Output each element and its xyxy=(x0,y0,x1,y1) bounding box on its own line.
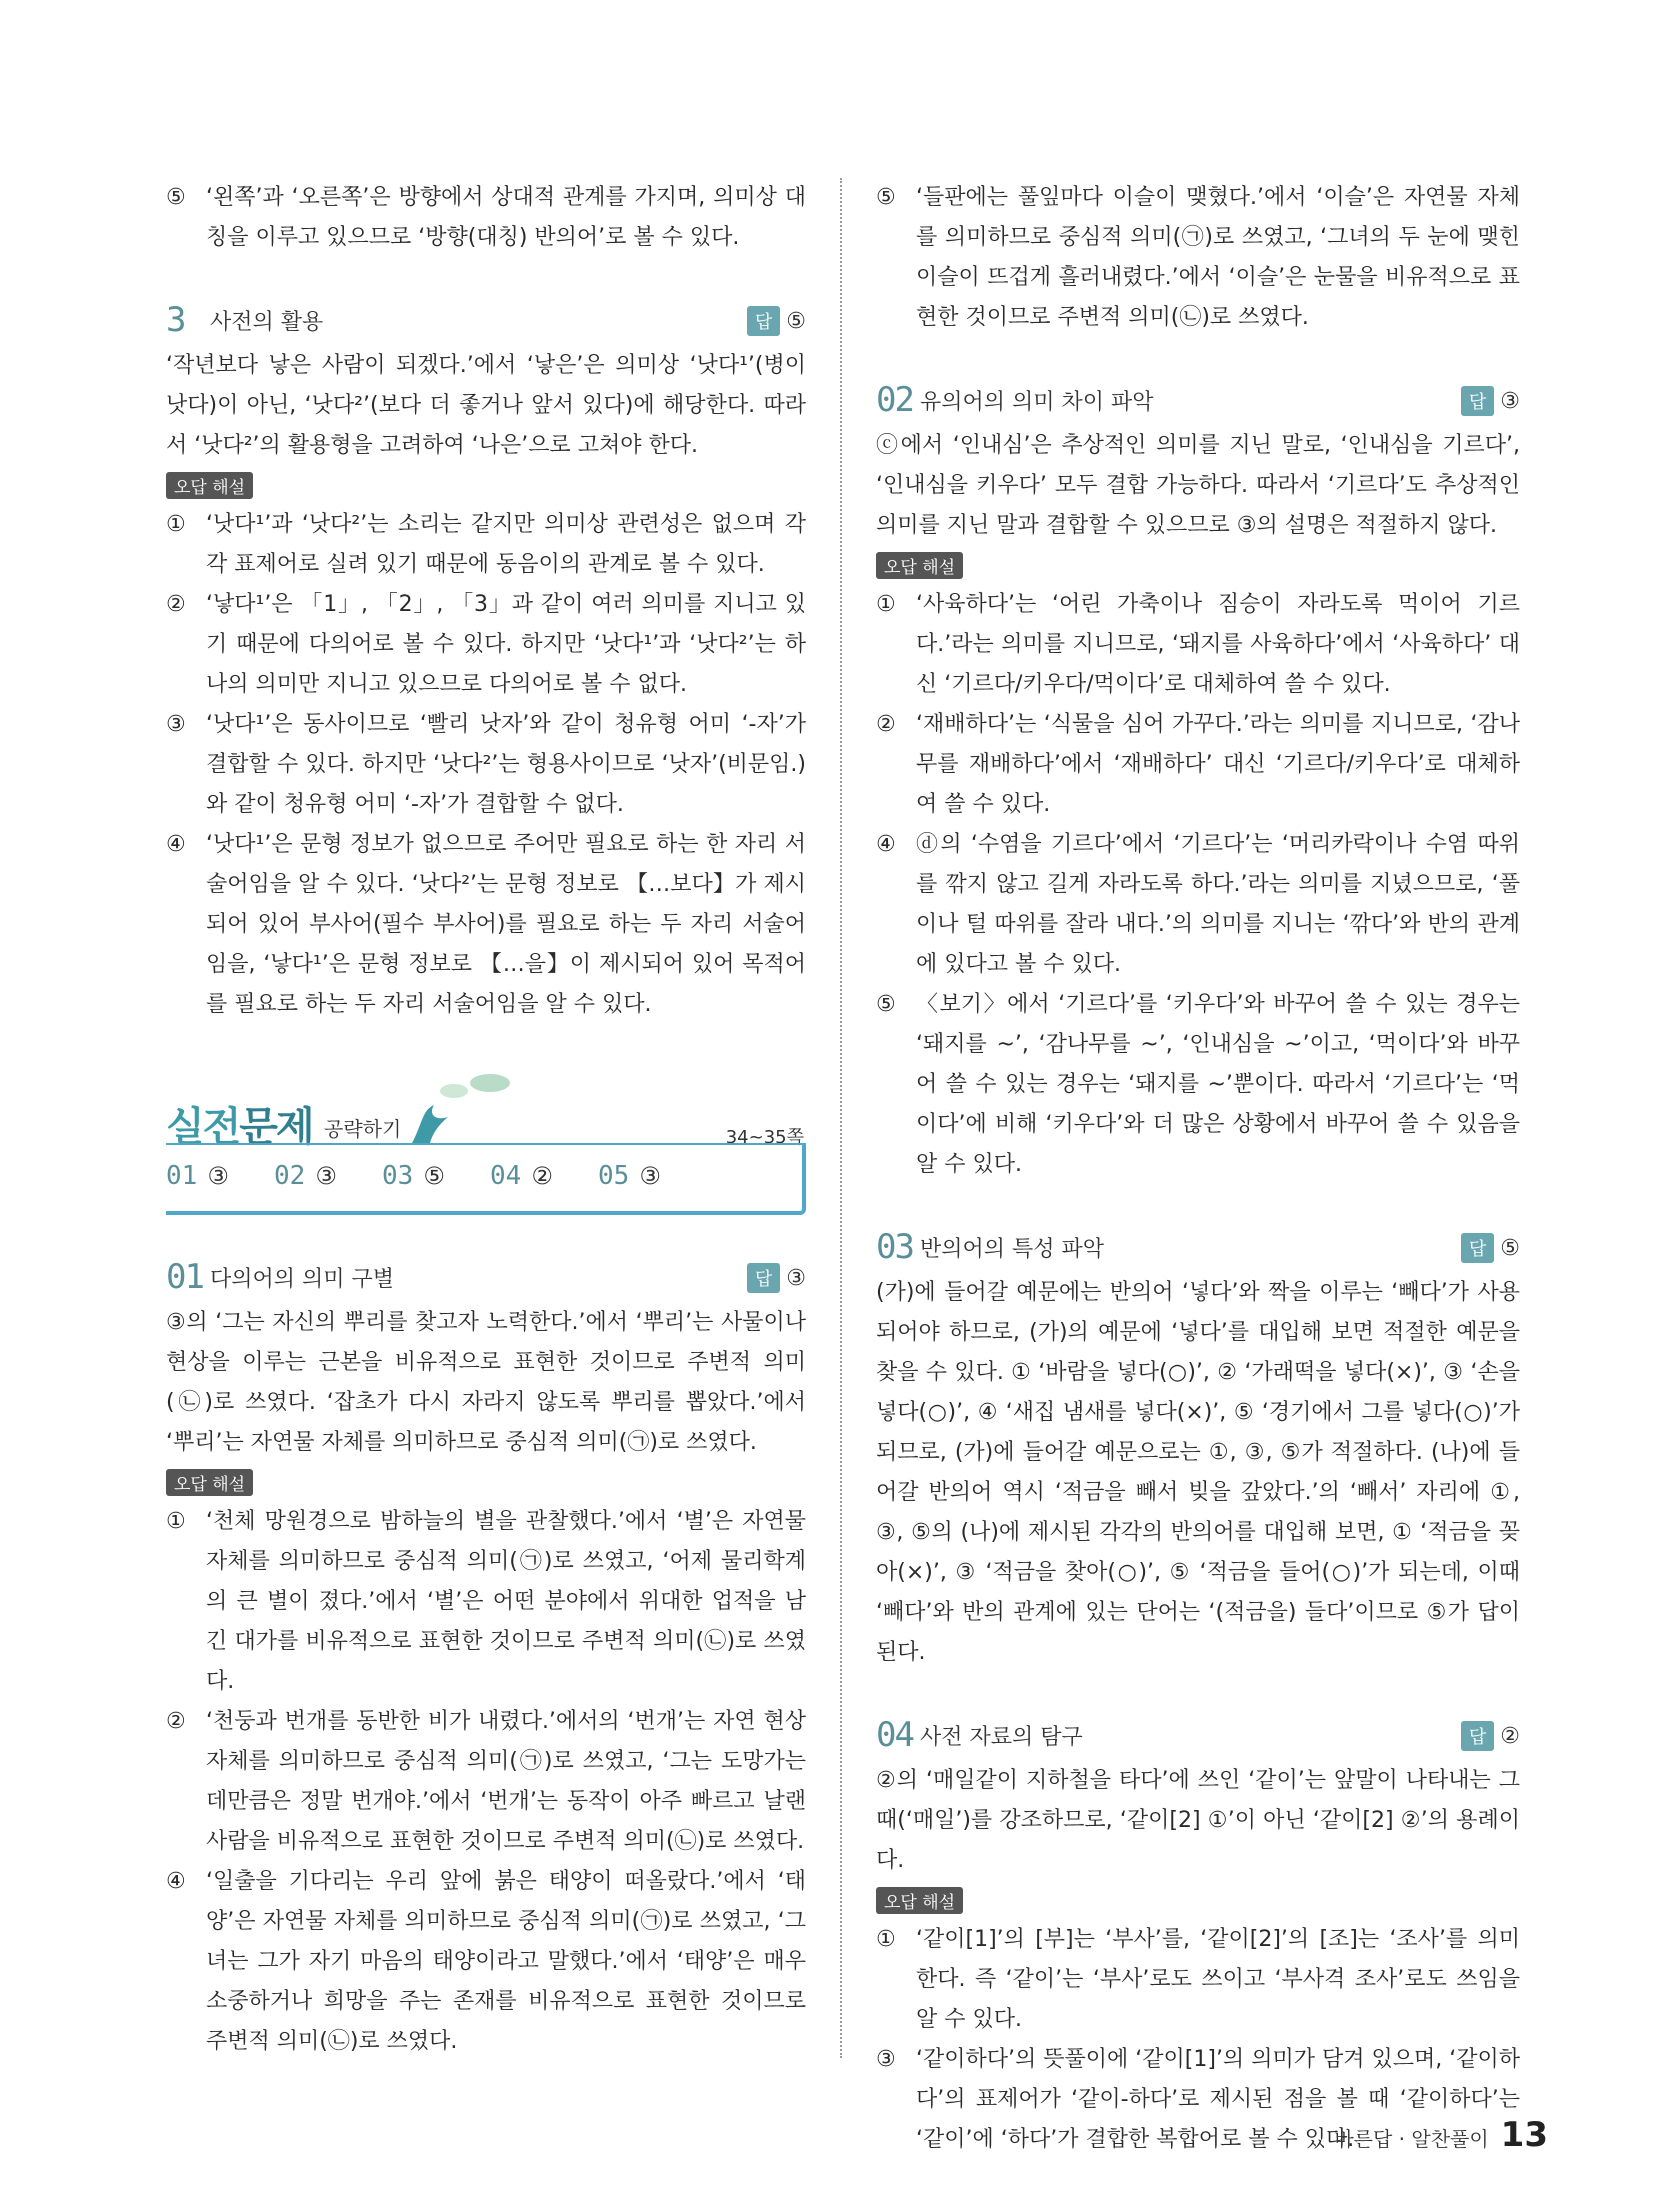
item-text: ⓓ의 ‘수염을 기르다’에서 ‘기르다’는 ‘머리카락이나 수염 따위를 깎지 않고 길게 자라도록 하다.’라는 의미를 지녔으므로, ‘풀이나 털 따위를 잘라 내다.’의 의미를 지니는 ‘깎다’와 반의 관계에 있다고 볼 수 있다. xyxy=(916,832,1520,977)
item-text: ‘같이하다’의 뜻풀이에 ‘같이[1]’의 의미가 담겨 있으며, ‘같이하다’의 표제어가 ‘같이-하다’로 제시된 점을 볼 때 ‘같이하다’는 ‘같이’에 ‘하다’가 결합한 복합어로 볼 수 있다. xyxy=(916,2047,1520,2152)
item-marker: ② xyxy=(166,1709,186,1734)
practice-answer-list xyxy=(166,1161,706,1191)
practice-answer-value: ③ xyxy=(315,1162,337,1190)
answer-badge xyxy=(1461,386,1520,416)
answer-value: ③ xyxy=(1500,388,1520,414)
section-header xyxy=(166,1255,806,1299)
answer-label: 답 xyxy=(1461,1233,1494,1263)
list-item xyxy=(166,1702,806,1862)
wrong-answer-label: 오답 해설 xyxy=(876,552,963,579)
explanation-text: ‘작년보다 낳은 사람이 되겠다.’에서 ‘낳은’은 의미상 ‘낫다¹’(병이 낫다)이 아닌, ‘낫다²’(보다 더 좋거나 앞서 있다)에 해당한다. 따라서 ‘낫다²’의 활용형을 고려하여 ‘나은’으로 고쳐야 한다. xyxy=(166,353,806,458)
answer-value: ⑤ xyxy=(1500,1235,1520,1261)
section-header xyxy=(876,1225,1520,1269)
practice-answer-number: 05 xyxy=(598,1161,630,1191)
item-marker: ⑤ xyxy=(876,992,896,1017)
list-item xyxy=(166,585,806,705)
item-text: ‘들판에는 풀잎마다 이슬이 맺혔다.’에서 ‘이슬’은 자연물 자체를 의미하므로 중심적 의미(㉠)로 쓰였고, ‘그녀의 두 눈에 맺힌 이슬이 뜨겁게 흘러내렸다.’에서 ‘이슬’은 눈물을 비유적으로 표현한 것이므로 주변적 의미(㉡)로 쓰였다. xyxy=(916,185,1520,330)
practice-subtitle: 공략하기 xyxy=(324,1117,402,1141)
practice-answer-value: ③ xyxy=(639,1162,661,1190)
section-title: 사전의 활용 xyxy=(210,309,324,335)
section-title: 유의어의 의미 차이 파악 xyxy=(920,389,1154,415)
answer-label: 답 xyxy=(747,306,780,336)
section-header xyxy=(166,298,806,342)
page-footer xyxy=(1334,2115,1548,2155)
list-item xyxy=(166,178,806,258)
item-list xyxy=(876,585,1520,1185)
answer-value: ⑤ xyxy=(786,308,806,334)
practice-pages: 34~35쪽 xyxy=(725,1127,804,1148)
item-marker: ③ xyxy=(876,2047,896,2072)
footer-label: 바른답 · 알찬풀이 xyxy=(1334,2127,1489,2151)
section-number: 04 xyxy=(876,1715,913,1755)
item-marker: ⑤ xyxy=(166,185,186,210)
section-number: 03 xyxy=(876,1227,913,1267)
wrong-answer-label: 오답 해설 xyxy=(876,1887,963,1914)
answer-badge xyxy=(747,306,806,336)
column-divider xyxy=(840,178,842,2058)
practice-answer-number: 04 xyxy=(490,1161,522,1191)
practice-title-b: 문제 xyxy=(239,1104,313,1150)
item-marker: ④ xyxy=(166,1869,186,1894)
practice-title-a: 실전 xyxy=(166,1104,240,1150)
practice-answer-value: ⑤ xyxy=(423,1162,445,1190)
list-item xyxy=(876,1920,1520,2040)
item-text: ‘천체 망원경으로 밤하늘의 별을 관찰했다.’에서 ‘별’은 자연물 자체를 의미하므로 중심적 의미(㉠)로 쓰였고, ‘어제 물리학계의 큰 별이 졌다.’에서 ‘별’은 어떤 분야에서 위대한 업적을 남긴 대가를 비유적으로 표현한 것이므로 주변적 의미(㉡)로 쓰였다. xyxy=(206,1509,806,1694)
item-text: 〈보기〉에서 ‘기르다’를 ‘키우다’와 바꾸어 쓸 수 있는 경우는 ‘돼지를 ~’, ‘감나무를 ~’, ‘인내심을 ~’이고, ‘먹이다’와 바꾸어 쓸 수 있는 경우는 ‘돼지를 ~’뿐이다. 따라서 ‘기르다’는 ‘먹이다’에 비해 ‘키우다’와 더 많은 상황에서 바꾸어 쓸 수 있음을 알 수 있다. xyxy=(916,992,1520,1177)
item-marker: ① xyxy=(876,592,896,617)
section-number: 3 xyxy=(166,300,185,340)
answer-badge xyxy=(1461,1233,1520,1263)
section-title: 반의어의 특성 파악 xyxy=(920,1236,1105,1262)
answer-label: 답 xyxy=(1461,1721,1494,1751)
practice-answer-number: 02 xyxy=(274,1161,306,1191)
item-marker: ① xyxy=(166,512,186,537)
list-item xyxy=(876,178,1520,338)
practice-answer xyxy=(166,1161,274,1191)
practice-answer xyxy=(382,1161,490,1191)
practice-answer-value: ③ xyxy=(207,1162,229,1190)
answer-badge xyxy=(1461,1721,1520,1751)
item-text: ‘일출을 기다리는 우리 앞에 붉은 태양이 떠올랐다.’에서 ‘태양’은 자연물 자체를 의미하므로 중심적 의미(㉠)로 쓰였고, ‘그녀는 그가 자기 마음의 태양이라고 말했다.’에서 ‘태양’은 매우 소중하거나 희망을 주는 존재를 비유적으로 표현한 것이므로 주변적 의미(㉡)로 쓰였다. xyxy=(206,1869,806,2054)
answer-value: ③ xyxy=(786,1265,806,1291)
list-item xyxy=(166,1862,806,2062)
list-item xyxy=(876,825,1520,985)
practice-answer xyxy=(490,1161,598,1191)
item-marker: ④ xyxy=(876,832,896,857)
list-item xyxy=(876,705,1520,825)
item-marker: ② xyxy=(166,592,186,617)
list-item xyxy=(876,985,1520,1185)
item-text: ‘재배하다’는 ‘식물을 심어 가꾸다.’라는 의미를 지니므로, ‘감나무를 재배하다’에서 ‘재배하다’ 대신 ‘기르다/키우다’로 대체하여 쓸 수 있다. xyxy=(916,712,1520,817)
practice-answer-value: ② xyxy=(531,1162,553,1190)
explanation-text: ⓒ에서 ‘인내심’은 추상적인 의미를 지닌 말로, ‘인내심을 기르다’, ‘인내심을 키우다’ 모두 결합 가능하다. 따라서 ‘기르다’도 추상적인 의미를 지닌 말과 결합할 수 있으므로 ③의 설명은 적절하지 않다. xyxy=(876,433,1520,538)
item-text: ‘사육하다’는 ‘어린 가축이나 짐승이 자라도록 먹이어 기르다.’라는 의미를 지니므로, ‘돼지를 사육하다’에서 ‘사육하다’ 대신 ‘기르다/키우다/먹이다’로 대체하여 쓸 수 있다. xyxy=(916,592,1520,697)
wrong-answer-label: 오답 해설 xyxy=(166,472,253,499)
answer-value: ② xyxy=(1500,1723,1520,1749)
item-text: ‘낫다¹’과 ‘낫다²’는 소리는 같지만 의미상 관련성은 없으며 각각 표제어로 실려 있기 때문에 동음이의 관계로 볼 수 있다. xyxy=(206,512,806,577)
practice-answer xyxy=(598,1161,706,1191)
section-header xyxy=(876,378,1520,422)
list-item xyxy=(166,505,806,585)
item-marker: ② xyxy=(876,712,896,737)
item-marker: ① xyxy=(876,1927,896,1952)
list-item xyxy=(166,1502,806,1702)
item-text: ‘낳다¹’은 「1」, 「2」, 「3」과 같이 여러 의미를 지니고 있기 때문에 다의어로 볼 수 있다. 하지만 ‘낫다¹’과 ‘낫다²’는 하나의 의미만 지니고 있으므로 다의어로 볼 수 없다. xyxy=(206,592,806,697)
list-item xyxy=(166,705,806,825)
page-number: 13 xyxy=(1500,2115,1548,2155)
item-list xyxy=(166,1502,806,2062)
explanation-text: (가)에 들어갈 예문에는 반의어 ‘넣다’와 짝을 이루는 ‘빼다’가 사용되어야 하므로, (가)의 예문에 ‘넣다’를 대입해 보면 적절한 예문을 찾을 수 있다. ① ‘바람을 넣다(○)’, ② ‘가래떡을 넣다(×)’, ③ ‘손을 넣다(○)’, ④ ‘새집 냄새를 넣다(×)’, ⑤ ‘경기에서 그를 넣다(○)’가 되므로, (가)에 들어갈 예문으로는 ①, ③, ⑤가 적절하다. (나)에 들어갈 반의어 역시 ‘적금을 빼서 빚을 갚았다.’의 ‘빼서’ 자리에 ①, ③, ⑤의 (나)에 제시된 각각의 반의어를 대입해 보면, ① ‘적금을 꽂아(×)’, ③ ‘적금을 찾아(○)’, ⑤ ‘적금을 들어(○)’가 되는데, 이때 ‘빼다’와 반의 관계에 있는 단어는 ‘(적금을) 들다’이므로 ⑤가 답이 된다. xyxy=(876,1280,1520,1665)
right-column xyxy=(876,178,1520,2160)
answer-label: 답 xyxy=(1461,386,1494,416)
item-marker: ⑤ xyxy=(876,185,896,210)
item-text: ‘낫다¹’은 동사이므로 ‘빨리 낫자’와 같이 청유형 어미 ‘-자’가 결합할 수 있다. 하지만 ‘낫다²’는 형용사이므로 ‘낫자’(비문임.)와 같이 청유형 어미 ‘-자’가 결합할 수 없다. xyxy=(206,712,806,817)
section-number: 01 xyxy=(166,1257,203,1297)
practice-answer-number: 01 xyxy=(166,1161,198,1191)
practice-answer xyxy=(274,1161,382,1191)
item-text: ‘같이[1]’의 [부]는 ‘부사’를, ‘같이[2]’의 [조]는 ‘조사’를 의미한다. 즉 ‘같이’는 ‘부사’로도 쓰이고 ‘부사격 조사’로도 쓰임을 알 수 있다. xyxy=(916,1927,1520,2032)
practice-answer-number: 03 xyxy=(382,1161,414,1191)
item-text: ‘왼쪽’과 ‘오른쪽’은 방향에서 상대적 관계를 가지며, 의미상 대칭을 이루고 있으므로 ‘방향(대칭) 반의어’로 볼 수 있다. xyxy=(206,185,806,250)
item-text: ‘낫다¹’은 문형 정보가 없으므로 주어만 필요로 하는 한 자리 서술어임을 알 수 있다. ‘낫다²’는 문형 정보로 【…보다】가 제시되어 있어 부사어(필수 부사어)를 필요로 하는 두 자리 서술어임을, ‘낳다¹’은 문형 정보로 【…을】이 제시되어 있어 목적어를 필요로 하는 두 자리 서술어임을 알 수 있다. xyxy=(206,832,806,1017)
explanation-text: ③의 ‘그는 자신의 뿌리를 찾고자 노력한다.’에서 ‘뿌리’는 사물이나 현상을 이루는 근본을 비유적으로 표현한 것이므로 주변적 의미(㉡)로 쓰였다. ‘잡초가 다시 자라지 않도록 뿌리를 뽑았다.’에서 ‘뿌리’는 자연물 자체를 의미하므로 중심적 의미(㉠)로 쓰였다. xyxy=(166,1310,806,1455)
item-marker: ③ xyxy=(166,712,186,737)
answer-badge xyxy=(747,1263,806,1293)
left-column xyxy=(166,178,806,2062)
whale-tail-icon xyxy=(392,1065,512,1145)
answer-label: 답 xyxy=(747,1263,780,1293)
list-item xyxy=(166,825,806,1025)
wrong-answer-label: 오답 해설 xyxy=(166,1469,253,1496)
section-title: 다의어의 의미 구별 xyxy=(210,1266,395,1292)
section-header xyxy=(876,1713,1520,1757)
practice-box xyxy=(166,1065,806,1255)
explanation-text: ②의 ‘매일같이 지하철을 타다’에 쓰인 ‘같이’는 앞말이 나타내는 그 때(‘매일’)를 강조하므로, ‘같이[2] ①’이 아닌 ‘같이[2] ②’의 용례이다. xyxy=(876,1768,1520,1873)
section-number: 02 xyxy=(876,380,913,420)
item-marker: ④ xyxy=(166,832,186,857)
section-title: 사전 자료의 탐구 xyxy=(920,1724,1083,1750)
item-marker: ① xyxy=(166,1509,186,1534)
list-item xyxy=(876,585,1520,705)
item-text: ‘천둥과 번개를 동반한 비가 내렸다.’에서의 ‘번개’는 자연 현상 자체를 의미하므로 중심적 의미(㉠)로 쓰였고, ‘그는 도망가는 데만큼은 정말 번개야.’에서 ‘번개’는 동작이 아주 빠르고 날랜 사람을 비유적으로 표현한 것이므로 주변적 의미(㉡)로 쓰였다. xyxy=(206,1709,806,1854)
item-list xyxy=(166,505,806,1025)
